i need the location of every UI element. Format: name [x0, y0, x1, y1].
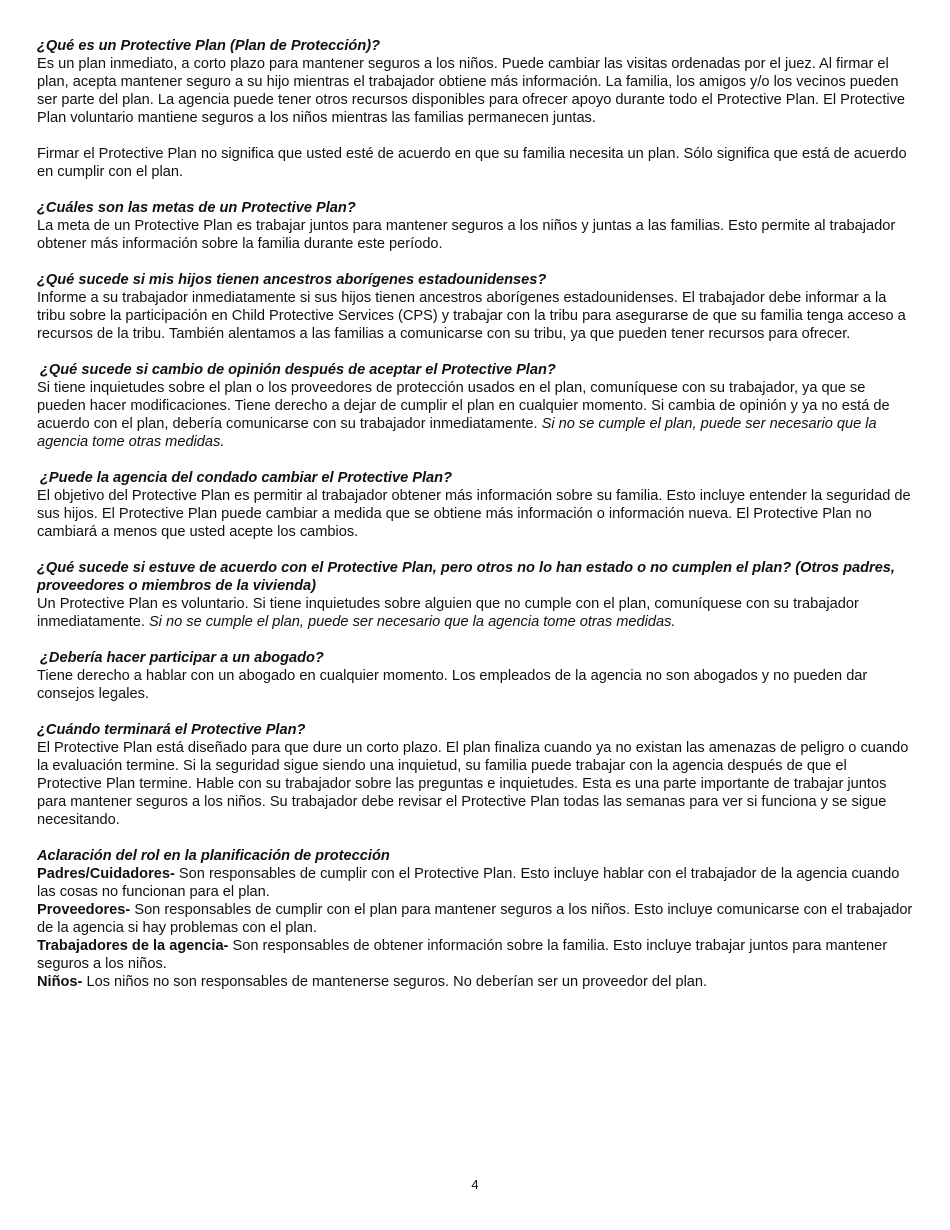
role-label: Padres/Cuidadores-: [37, 866, 175, 882]
question-heading: ¿Qué sucede si cambio de opinión después de aceptar el Protective Plan?: [40, 362, 556, 378]
body-italic-warning: Si no se cumple el plan, puede ser necesario que la agencia tome otras medidas.: [148, 614, 676, 630]
section-signing-note: [37, 145, 913, 181]
role-text: Los niños no son responsables de mantenerse seguros. No deberían ser un proveedor del plan.: [82, 974, 708, 990]
question-heading: ¿Cuáles son las metas de un Protective Plan?: [37, 200, 356, 216]
question-heading: ¿Puede la agencia del condado cambiar el Protective Plan?: [40, 470, 453, 486]
section-body: [37, 595, 913, 631]
section-body: Firmar el Protective Plan no significa que usted esté de acuerdo en que su familia necesita un plan. Sólo significa que está de acuerdo en cumplir con el plan.: [37, 146, 907, 180]
section-county-change-plan: [37, 469, 913, 541]
role-text: Son responsables de cumplir con el Protective Plan. Esto incluye hablar con el trabajador de la agencia cuando las cosas no funcionan para el plan.: [37, 866, 900, 900]
section-body: Informe a su trabajador inmediatamente si sus hijos tienen ancestros aborígenes estadounidenses. El trabajador debe informar a la tribu sobre la participación en Child Protective Services (CPS) y trabajar con la tribu para asegurarse de que su familia tenga acceso a recursos de la tribu. También alentamos a las familias a comunicarse con su tribu, ya que pueden tener recursos para ofrecer.: [37, 290, 906, 342]
body-text: Si tiene inquietudes sobre el plan o los proveedores de protección usados en el plan, comuníquese con su trabajador, ya que se pueden hacer modificaciones. Tiene derecho a dejar de cumplir el plan en cualquier momento. Si cambia de opinión y ya no está de acuerdo con el plan, debería comunicarse con su trabajador inmediatamente.: [37, 380, 890, 432]
question-heading: ¿Cuándo terminará el Protective Plan?: [37, 722, 306, 738]
role-item-parents: [37, 865, 913, 901]
section-native-american-ancestry: [37, 271, 913, 343]
section-change-of-mind: [37, 361, 913, 451]
role-text: Son responsables de cumplir con el plan para mantener seguros a los niños. Esto incluye comunicarse con el trabajador de la agencia si hay problemas con el plan.: [37, 902, 913, 936]
role-label: Proveedores-: [37, 902, 131, 918]
body-italic-warning: Si no se cumple el plan, puede ser necesario que la agencia tome otras medidas.: [37, 416, 877, 450]
section-body: Tiene derecho a hablar con un abogado en cualquier momento. Los empleados de la agencia no son abogados y no pueden dar consejos legales.: [37, 668, 868, 702]
section-roles: [37, 847, 913, 991]
roles-heading: Aclaración del rol en la planificación de protección: [37, 848, 390, 864]
role-item-agency-workers: [37, 937, 913, 973]
section-goals: [37, 199, 913, 253]
question-heading: ¿Qué es un Protective Plan (Plan de Protección)?: [37, 38, 381, 54]
section-body: La meta de un Protective Plan es trabajar juntos para mantener seguros a los niños y juntas a las familias. Esto permite al trabajador obtener más información sobre la familia durante este período.: [37, 218, 896, 252]
body-text: Un Protective Plan es voluntario. Si tiene inquietudes sobre alguien que no cumple con el plan, comuníquese con su trabajador inmediatamente.: [37, 596, 859, 630]
page-number: 4: [471, 1177, 479, 1192]
section-lawyer: [37, 649, 913, 703]
role-item-providers: [37, 901, 913, 937]
section-what-is-protective-plan: [37, 37, 913, 127]
role-item-children: [37, 973, 913, 991]
question-heading: ¿Qué sucede si mis hijos tienen ancestros aborígenes estadounidenses?: [37, 272, 547, 288]
document-page: [37, 37, 913, 991]
section-body: El objetivo del Protective Plan es permitir al trabajador obtener más información sobre su familia. Esto incluye entender la seguridad de sus hijos. El Protective Plan puede cambiar a medida que se obtiene más información o información nueva. El Protective Plan no cambiará a menos que usted acepte los cambios.: [37, 488, 911, 540]
role-label: Trabajadores de la agencia-: [37, 938, 229, 954]
role-label: Niños-: [37, 974, 83, 990]
role-text: Son responsables de obtener información sobre la familia. Esto incluye trabajar juntos para mantener seguros a los niños.: [37, 938, 888, 972]
section-plan-end: [37, 721, 913, 829]
question-heading: ¿Debería hacer participar a un abogado?: [40, 650, 324, 666]
section-body: El Protective Plan está diseñado para que dure un corto plazo. El plan finaliza cuando ya no existan las amenazas de peligro o cuando la evaluación termine. Si la seguridad sigue siendo una inquietud, su familia puede trabajar con la agencia después de que el Protective Plan termine. Hable con su trabajador sobre las preguntas e inquietudes. Esta es una parte importante de trabajar juntos para mantener seguros a los niños. Su trabajador debe revisar el Protective Plan todas las semanas para ver si funciona y se sigue necesitando.: [37, 740, 909, 828]
section-body: Es un plan inmediato, a corto plazo para mantener seguros a los niños. Puede cambiar las visitas ordenadas por el juez. Al firmar el plan, acepta mantener seguro a su hijo mientras el trabajador obtiene más información. La familia, los amigos y/o los vecinos pueden ser parte del plan. La agencia puede tener otros recursos disponibles para ofrecer apoyo durante todo el Protective Plan. El Protective Plan voluntario mantiene seguros a los niños mientras las familias permanecen juntas.: [37, 56, 906, 126]
section-others-not-complying: [37, 559, 913, 631]
section-body: [37, 379, 913, 451]
question-heading: ¿Qué sucede si estuve de acuerdo con el Protective Plan, pero otros no lo han estado o no cumplen el plan? (Otros padres, proveedores o miembros de la vivienda): [37, 560, 895, 594]
